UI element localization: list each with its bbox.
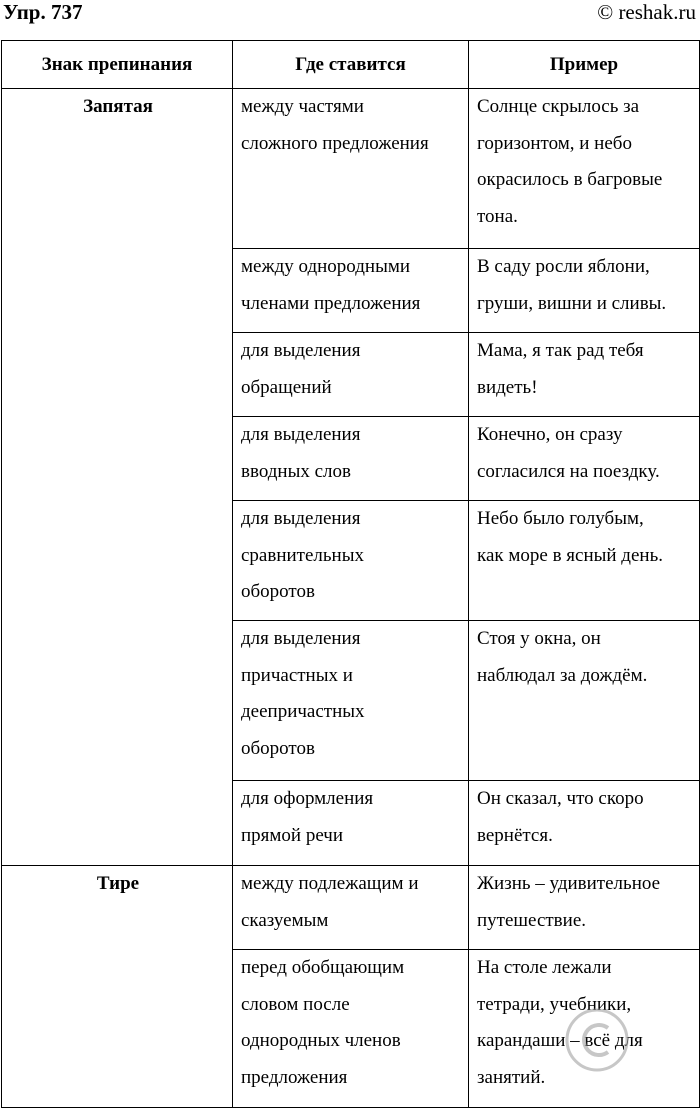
where-cell (233, 781, 469, 866)
where-text: между частями сложного предложения (241, 96, 429, 154)
where-text: для выделения вводных слов (241, 424, 361, 482)
example-cell (469, 249, 700, 333)
where-text: между однородными членами предложения (241, 256, 421, 314)
column-header-example: Пример (469, 41, 700, 89)
where-cell (233, 501, 469, 621)
where-text: для выделения причастных и деепричастных оборотов (241, 628, 365, 759)
where-cell (233, 249, 469, 333)
table-header-row (2, 41, 700, 89)
page-header (0, 0, 700, 30)
where-text: для выделения обращений (241, 340, 361, 398)
example-cell (469, 781, 700, 866)
where-text: перед обобщающим словом после однородных членов предложения (241, 957, 405, 1088)
where-cell (233, 333, 469, 417)
example-cell (469, 417, 700, 501)
example-cell (469, 89, 700, 249)
where-cell (233, 89, 469, 249)
example-text: Небо было голубым, как море в ясный день. (477, 508, 663, 566)
where-text: между подлежащим и сказуемым (241, 873, 419, 931)
where-text: для оформления прямой речи (241, 788, 374, 846)
exercise-title: Упр. 737 (3, 0, 83, 24)
example-cell (469, 950, 700, 1108)
example-text: Он сказал, что скоро вернётся. (477, 788, 644, 846)
example-text: В саду росли яблони, груши, вишни и сливы. (477, 256, 667, 314)
example-text: Мама, я так рад тебя видеть! (477, 340, 644, 398)
source-label: © reshak.ru (597, 0, 696, 24)
example-cell (469, 501, 700, 621)
where-cell (233, 621, 469, 781)
example-cell (469, 333, 700, 417)
where-cell (233, 950, 469, 1108)
example-cell (469, 866, 700, 950)
punctuation-table (1, 40, 700, 1108)
sign-cell-dash: Тире (2, 866, 233, 1108)
example-text: На столе лежали тетради, учебники, карандаши – всё для занятий. (477, 957, 643, 1088)
where-cell (233, 417, 469, 501)
column-header-where: Где ставится (233, 41, 469, 89)
where-text: для выделения сравнительных оборотов (241, 508, 364, 602)
example-text: Жизнь – удивительное путешествие. (477, 873, 661, 931)
sign-cell-comma: Запятая (2, 89, 233, 866)
example-text: Конечно, он сразу согласился на поездку. (477, 424, 660, 482)
example-cell (469, 621, 700, 781)
column-header-sign: Знак препинания (2, 41, 233, 89)
where-cell (233, 866, 469, 950)
table-row (2, 866, 700, 950)
example-text: Солнце скрылось за горизонтом, и небо окрасилось в багровые тона. (477, 96, 663, 227)
table-row (2, 89, 700, 249)
example-text: Стоя у окна, он наблюдал за дождём. (477, 628, 648, 686)
